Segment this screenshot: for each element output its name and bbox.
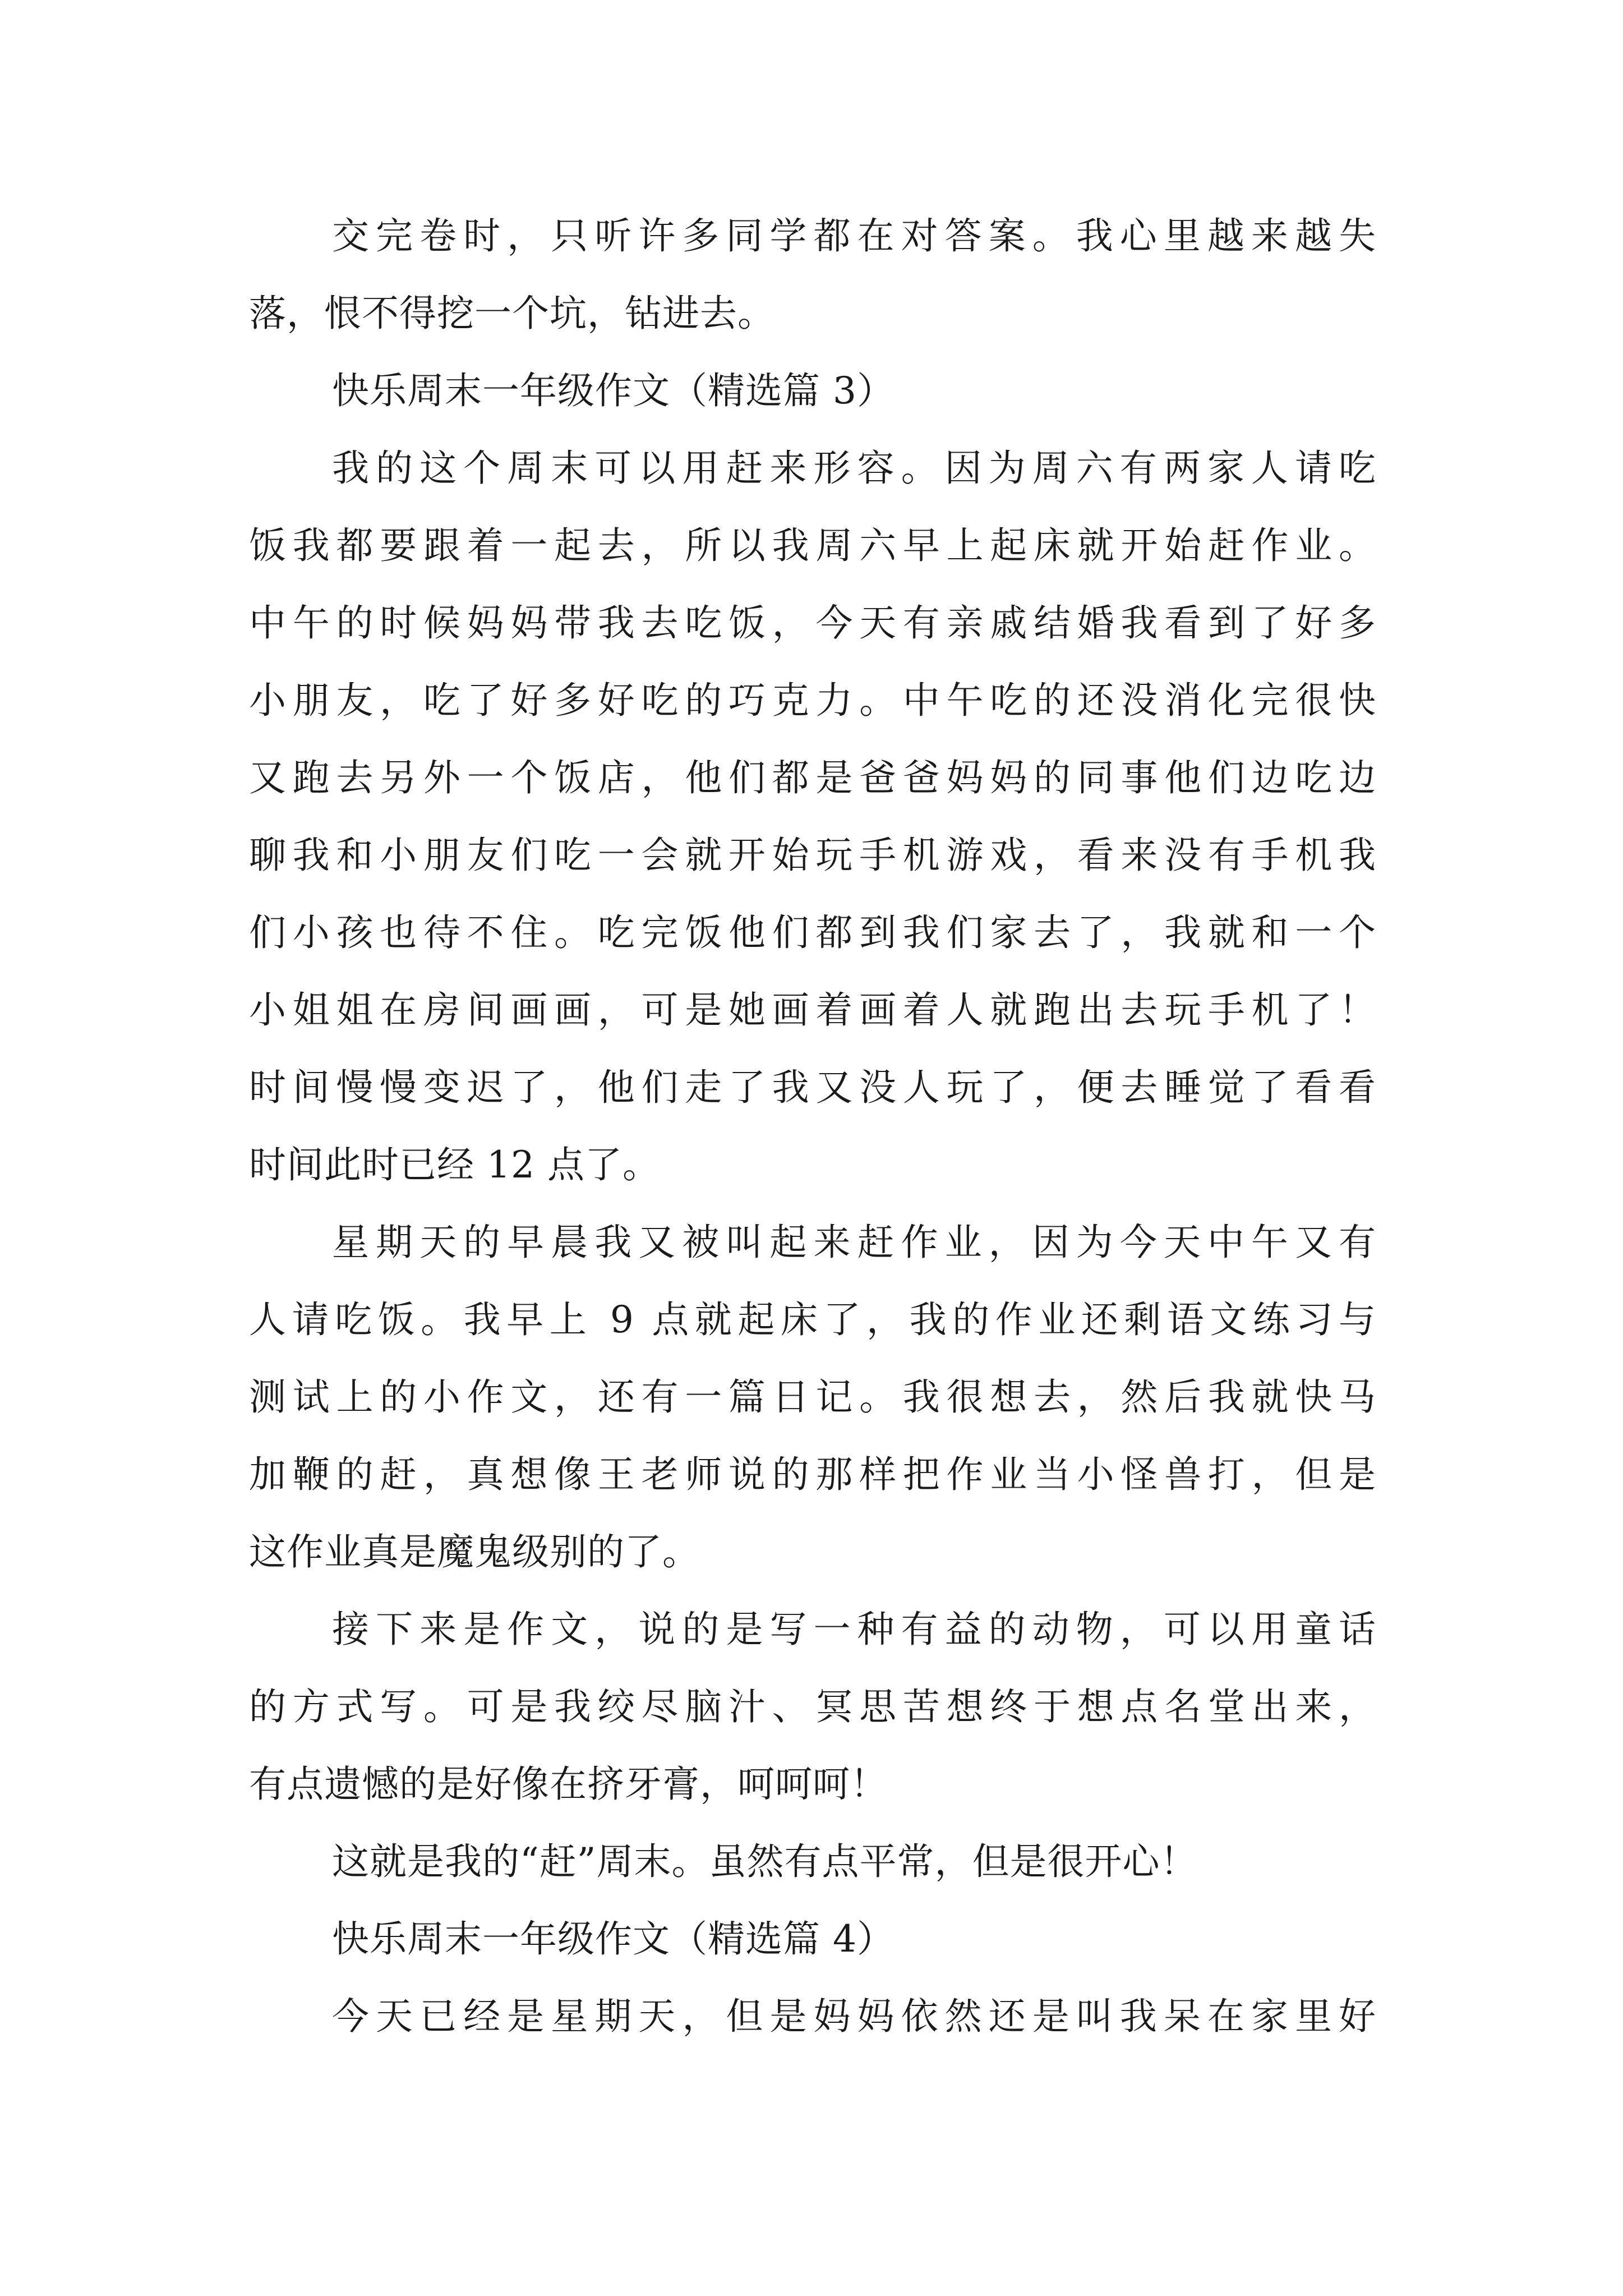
text-line: 时间慢慢变迟了，他们走了我又没人玩了，便去睡觉了看看: [249, 1066, 1376, 1109]
text-line: 时间此时已经 12 点了。: [249, 1143, 660, 1186]
text-line: 快乐周末一年级作文（精选篇 3）: [332, 369, 895, 412]
text-line: 接下来是作文，说的是写一种有益的动物，可以用童话: [332, 1608, 1376, 1651]
text-line: 测试上的小作文，还有一篇日记。我很想去，然后我就快马: [249, 1375, 1376, 1419]
text-line: 星期天的早晨我又被叫起来赶作业，因为今天中午又有: [332, 1221, 1376, 1264]
text-line: 聊我和小朋友们吃一会就开始玩手机游戏，看来没有手机我: [249, 834, 1376, 877]
text-line: 有点遗憾的是好像在挤牙膏，呵呵呵！: [249, 1763, 888, 1806]
text-line: 饭我都要跟着一起去，所以我周六早上起床就开始赶作业。: [249, 524, 1376, 567]
essay-text-block: [249, 197, 1376, 2055]
text-line: 这就是我的“赶”周末。虽然有点平常，但是很开心！: [332, 1840, 1198, 1883]
text-line: 的方式写。可是我绞尽脑汁、冥思苦想终于想点名堂出来，: [249, 1685, 1376, 1728]
text-line: 又跑去另外一个饭店，他们都是爸爸妈妈的同事他们边吃边: [249, 756, 1376, 799]
text-line: 我的这个周末可以用赶来形容。因为周六有两家人请吃: [332, 447, 1376, 490]
text-line: 人请吃饭。我早上 9 点就起床了，我的作业还剩语文练习与: [249, 1298, 1376, 1341]
text-line: 加鞭的赶，真想像王老师说的那样把作业当小怪兽打，但是: [249, 1453, 1376, 1496]
text-line: 快乐周末一年级作文（精选篇 4）: [332, 1917, 895, 1961]
text-line: 中午的时候妈妈带我去吃饭，今天有亲戚结婚我看到了好多: [249, 601, 1376, 645]
text-line: 小朋友，吃了好多好吃的巧克力。中午吃的还没消化完很快: [249, 679, 1376, 722]
text-line: 落，恨不得挖一个坑，钻进去。: [249, 292, 775, 335]
text-line: 今天已经是星期天，但是妈妈依然还是叫我呆在家里好: [332, 1995, 1376, 2038]
text-line: 小姐姐在房间画画，可是她画着画着人就跑出去玩手机了！: [249, 988, 1376, 1032]
text-line: 交完卷时，只听许多同学都在对答案。我心里越来越失: [332, 214, 1376, 257]
text-line: 们小孩也待不住。吃完饭他们都到我们家去了，我就和一个: [249, 911, 1376, 954]
text-line: 这作业真是魔鬼级别的了。: [249, 1530, 700, 1573]
